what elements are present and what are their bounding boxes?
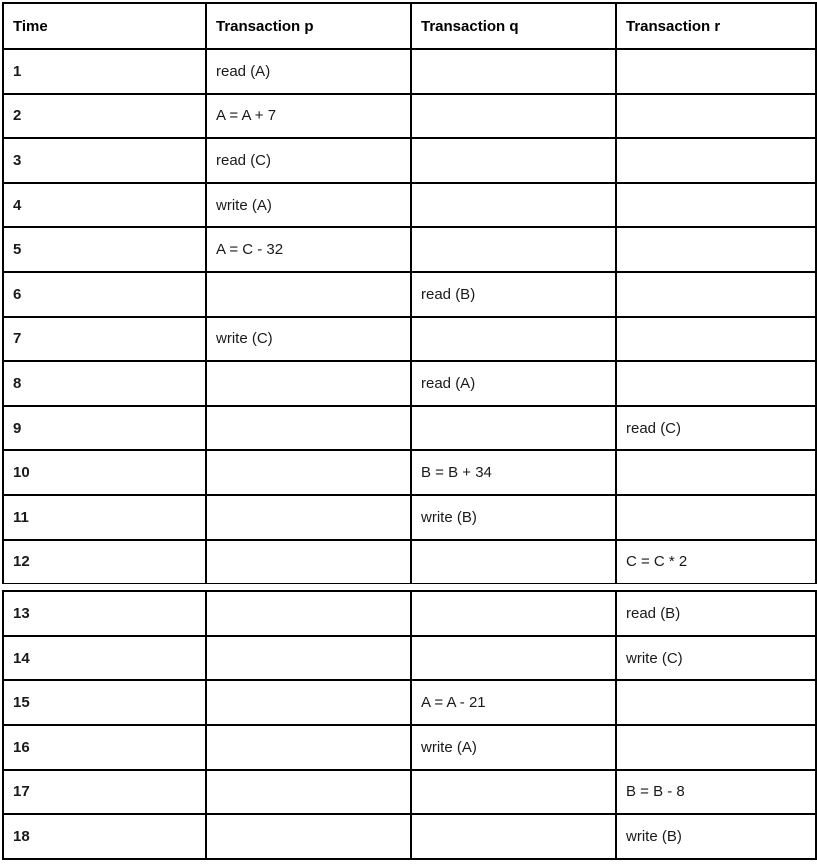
transaction-q-cell [411,636,616,681]
time-cell: 17 [3,770,206,815]
transaction-q-cell [411,814,616,859]
transaction-q-cell: read (B) [411,272,616,317]
transaction-r-cell [616,725,816,770]
transaction-p-cell [206,591,411,636]
transaction-q-cell: B = B + 34 [411,450,616,495]
transaction-p-cell [206,770,411,815]
transaction-q-cell [411,138,616,183]
transaction-r-cell: read (C) [616,406,816,451]
transaction-r-cell [616,680,816,725]
transaction-r-cell [616,317,816,362]
transaction-p-cell: read (A) [206,49,411,94]
table-row [3,725,816,770]
transaction-r-cell [616,495,816,540]
transaction-q-cell [411,183,616,228]
time-cell: 16 [3,725,206,770]
col-header-time: Time [3,3,206,49]
time-cell: 12 [3,540,206,584]
table-row [3,317,816,362]
col-header-transaction-q: Transaction q [411,3,616,49]
transaction-r-cell [616,272,816,317]
transaction-p-cell [206,450,411,495]
time-cell: 2 [3,94,206,139]
transaction-p-cell [206,361,411,406]
transaction-q-cell: read (A) [411,361,616,406]
transaction-q-cell [411,770,616,815]
transaction-q-cell: write (B) [411,495,616,540]
transaction-q-cell: A = A - 21 [411,680,616,725]
transaction-r-cell [616,138,816,183]
table-row [3,49,816,94]
transaction-p-cell: read (C) [206,138,411,183]
transaction-r-cell: write (C) [616,636,816,681]
table-row [3,495,816,540]
transaction-p-cell [206,406,411,451]
transaction-p-cell: write (A) [206,183,411,228]
table-row [3,94,816,139]
table-row [3,636,816,681]
table-row [3,406,816,451]
time-cell: 11 [3,495,206,540]
time-cell: 9 [3,406,206,451]
transaction-q-cell [411,540,616,584]
transaction-r-cell [616,450,816,495]
transaction-q-cell [411,317,616,362]
transaction-q-cell [411,591,616,636]
transaction-r-cell: B = B - 8 [616,770,816,815]
transaction-p-cell: A = A + 7 [206,94,411,139]
transaction-p-cell [206,272,411,317]
transaction-q-cell [411,406,616,451]
transaction-r-cell: write (B) [616,814,816,859]
col-header-transaction-p: Transaction p [206,3,411,49]
transaction-r-cell [616,94,816,139]
schedule-table-upper [2,2,817,584]
time-cell: 3 [3,138,206,183]
time-cell: 6 [3,272,206,317]
time-cell: 4 [3,183,206,228]
transaction-p-cell [206,725,411,770]
transaction-p-cell [206,636,411,681]
table-row [3,591,816,636]
time-cell: 7 [3,317,206,362]
time-cell: 13 [3,591,206,636]
table-row [3,814,816,859]
transaction-r-cell [616,227,816,272]
transaction-p-cell [206,680,411,725]
time-cell: 1 [3,49,206,94]
transaction-p-cell [206,540,411,584]
time-cell: 5 [3,227,206,272]
transaction-r-cell [616,49,816,94]
transaction-q-cell [411,49,616,94]
table-row [3,680,816,725]
table-header-row [3,3,816,49]
transaction-r-cell: C = C * 2 [616,540,816,584]
transaction-p-cell [206,495,411,540]
table-row [3,770,816,815]
transaction-p-cell [206,814,411,859]
time-cell: 14 [3,636,206,681]
schedule-rows-lower [3,591,816,859]
transaction-q-cell [411,94,616,139]
transaction-r-cell: read (B) [616,591,816,636]
time-cell: 10 [3,450,206,495]
table-row [3,138,816,183]
time-cell: 15 [3,680,206,725]
table-row [3,183,816,228]
table-row [3,450,816,495]
table-row [3,272,816,317]
time-cell: 18 [3,814,206,859]
schedule-rows-upper [3,49,816,584]
transaction-r-cell [616,183,816,228]
transaction-r-cell [616,361,816,406]
transaction-p-cell: A = C - 32 [206,227,411,272]
schedule-table-lower [2,590,817,860]
transaction-q-cell: write (A) [411,725,616,770]
col-header-transaction-r: Transaction r [616,3,816,49]
table-row [3,540,816,584]
time-cell: 8 [3,361,206,406]
table-row [3,361,816,406]
table-row [3,227,816,272]
transaction-p-cell: write (C) [206,317,411,362]
transaction-q-cell [411,227,616,272]
